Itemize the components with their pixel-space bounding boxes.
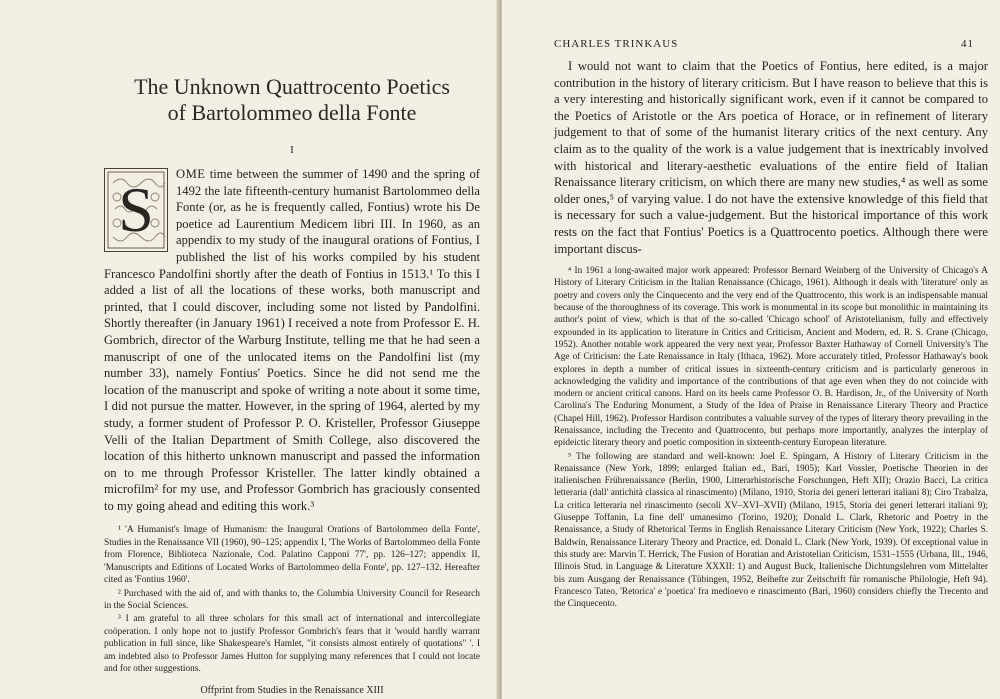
footnote-5: ⁵ The following are standard and well-known: Joel E. Spingarn, A History of Literary Criticism in the Renaissance (New York, 1899; enlarged Italian ed., Bari, 1905); Karl Vossler, Poetische Theorien in der italienischen Frührenaissance (Berlin, 1900, Litterarhistorische Forschungen, Heft XII); Orazio Bacci, La critica letteraria (dall' antichità classica al rinascimento) (Milano, 1910, Storia dei generi letterari italiani 8); Ciro Trabalza, La critica letteraria nel rinascimento (secoli XV–XVI–XVII) (Milano, 1915, Storia dei generi letterari italiani 9); Giuseppe Toffanin, La fine dell' umanesimo (Torino, 1920); Donald L. Clark, Rhetoric and Poetry in the Renaissance, a Study of Rhetorical Terms in English Renaissance Literary Criticism (New York, 1922); Charles S. Baldwin, Renaissance Literary Theory and Practice, ed. Donald L. Clark (New York, 1939). Of exceptional value in this study are: Marvin T. Herrick, The Fusion of Horatian and Aristotelian Criticism, 1531–1555 (Urbana, Ill., 1946, Illinois Stud. in Language & Literature XXXII: 1) and August Buck, Italienische Dichtungslehren vom Mittelalter bis zum Ausgang der Renaissance (Tübingen, 1952, Beihefte zur Zeitschrift für romanische Philologie, Heft 94). Francesco Tateo, 'Retorica' e 'poetica' fra medioevo e rinascimento (Bari, 1960) considers chiefly the Trecento and the Cinquecento. (554, 451, 988, 610)
left-footnotes (104, 524, 480, 675)
footnote-1: ¹ 'A Humanist's Image of Humanism: the Inaugural Orations of Bartolommeo della Fonte', Studies in the Renaissance VII (1960), 90–125; appendix I, 'The Works of Bartolommeo della Fonte from Florence, Biblioteca Nazionale, Cod. Palatino Capponi 77', pp. 126–127; appendix II, 'Manuscripts and Editions of Located Works of Bartolommeo della Fonte', pp. 127–132. Hereafter cited as 'Fontius 1960'. (104, 525, 480, 586)
article-title (104, 74, 480, 126)
lead-small-caps: OME (176, 167, 206, 181)
right-body: I would not want to claim that the Poetics of Fontius, here edited, is a major contribution in the history of literary criticism. But I have reason to believe that this is a very interesting and historically significant work, even if it cannot be compared to the Poetics of Aristotle or the Ars poetica of Horace, or in refinement of literary judgement to that of some of the humanist literary critics of the next century. Any claim as to the quality of the work is a value judgement that is inextricably involved with historical and literary-aesthetic evaluations of the entire field of Italian Renaissance literary criticism, on which there are many new studies,⁴ as well as some older ones,⁵ of varying value. I do not have the extensive knowledge of this field that is necessary for such a value-judgement. But the historical importance of this work rests on the fact that Fontius' Poetics is a Quattrocento poetics. Although there were important discus- (554, 59, 988, 256)
running-head (554, 38, 988, 50)
author-running-head: CHARLES TRINKAUS (554, 38, 679, 50)
title-line-1: The Unknown Quattrocento Poetics (134, 74, 450, 99)
offprint-line: Offprint from Studies in the Renaissance XIII (200, 685, 384, 697)
section-number: I (290, 144, 294, 156)
ornamental-drop-cap (104, 168, 168, 252)
right-page (502, 0, 1000, 699)
footnote-4: ⁴ In 1961 a long-awaited major work appeared: Professor Bernard Weinberg of the University of Chicago's A History of Literary Criticism in the Italian Renaissance (Chicago, 1961). Although it deals with 'literature' only as poetry and covers only the Cinquecento and the very end of the Quattrocento, this work is an indispensable manual because of the thoroughness of its coverage. This work is monumental in its scope but monolithic in maintaining its author's point of view, which is that of the so-called 'Chicago school' of Aristotelianism, fully and effectively expounded in its application to literature in Critics and Criticism, Ancient and Modern, ed. R. S. Crane (Chicago, 1952). Another notable work appeared the very next year, Professor Baxter Hathaway of Cornell University's The Age of Criticism: the Late Renaissance in Italy (Ithaca, 1962). More accurately titled, Professor Hathaway's book explores in depth a number of critical issues in sixteenth-century criticism and is particularly generous in acknowledging the validity and importance of the contributions of that age even when they do not coincide with modern or ancient critical canons. Hard on its heels came Professor O. B. Hardison, Jr., of the University of North Carolina's The Enduring Monument, a Study of the Idea of Praise in Renaissance Literary Theory and Practice (Chapel Hill, 1962). Professor Hardison contributes a valuable survey of the types of literary theory prevailing in the Renaissance, including the Trecento and Quattrocento, but perhaps more importantly, analyzes the interplay of epideictic literary theory and poetic composition in sixteenth-century European literature. (554, 266, 988, 449)
left-body (104, 166, 480, 514)
footnote-2: ² Purchased with the aid of, and with thanks to, the Columbia University Council for Research in the Social Sciences. (104, 588, 480, 611)
footnote-3: ³ I am grateful to all three scholars for this small act of international and intercollegiate coöperation. I only hope not to justify Professor Gombrich's fears that it 'would hardly warrant publication in full since, like Shakespeare's Hamlet, "it consists almost entirely of quotations" '. I am indebted also to Professor James Hutton for supplying many references that I could not locate and for other suggestions. (104, 614, 480, 674)
title-line-2: of Bartolommeo della Fonte (167, 100, 417, 125)
right-footnotes (554, 265, 988, 610)
left-body-text: time between the summer of 1490 and the spring of 1492 the late fifteenth-century humanist Bartolommeo della Fonte (or, as he is frequently called, Fontius) wrote his De poetice ad Laurentium Medicem libri III. In 1960, as an appendix to my study of the inaugural orations of Fontius, I published the list of his works compiled by his student Francesco Pandolfini shortly after the death of Fontius in 1513.¹ To this I added a list of all the locations of these works, both manuscript and printed, that I could discover, including some not listed by Pandolfini. Shortly thereafter (in January 1961) I received a note from Professor E. H. Gombrich, director of the Warburg Institute, telling me that he had seen a manuscript of one of the unlocated items on the Pandolfini list (my number 33), namely Fontius' Poetics. Since he did not send me the location of the manuscript and spoke of writing a note about it some time, I did not pursue the matter. However, in the spring of 1964, alerted by my study, a former student of Professor P. O. Kristeller, Professor Giuseppe Velli of the Italian Department of Smith College, also discovered the location of this hitherto unknown manuscript and passed the information on to me through Professor Kristeller. The latter kindly obtained a microfilm² for my use, and Professor Gombrich has graciously consented to my going ahead and editing this work.³ (104, 167, 480, 513)
left-page (0, 0, 498, 699)
drop-cap-letter: S (118, 174, 154, 245)
page-number: 41 (961, 38, 974, 50)
